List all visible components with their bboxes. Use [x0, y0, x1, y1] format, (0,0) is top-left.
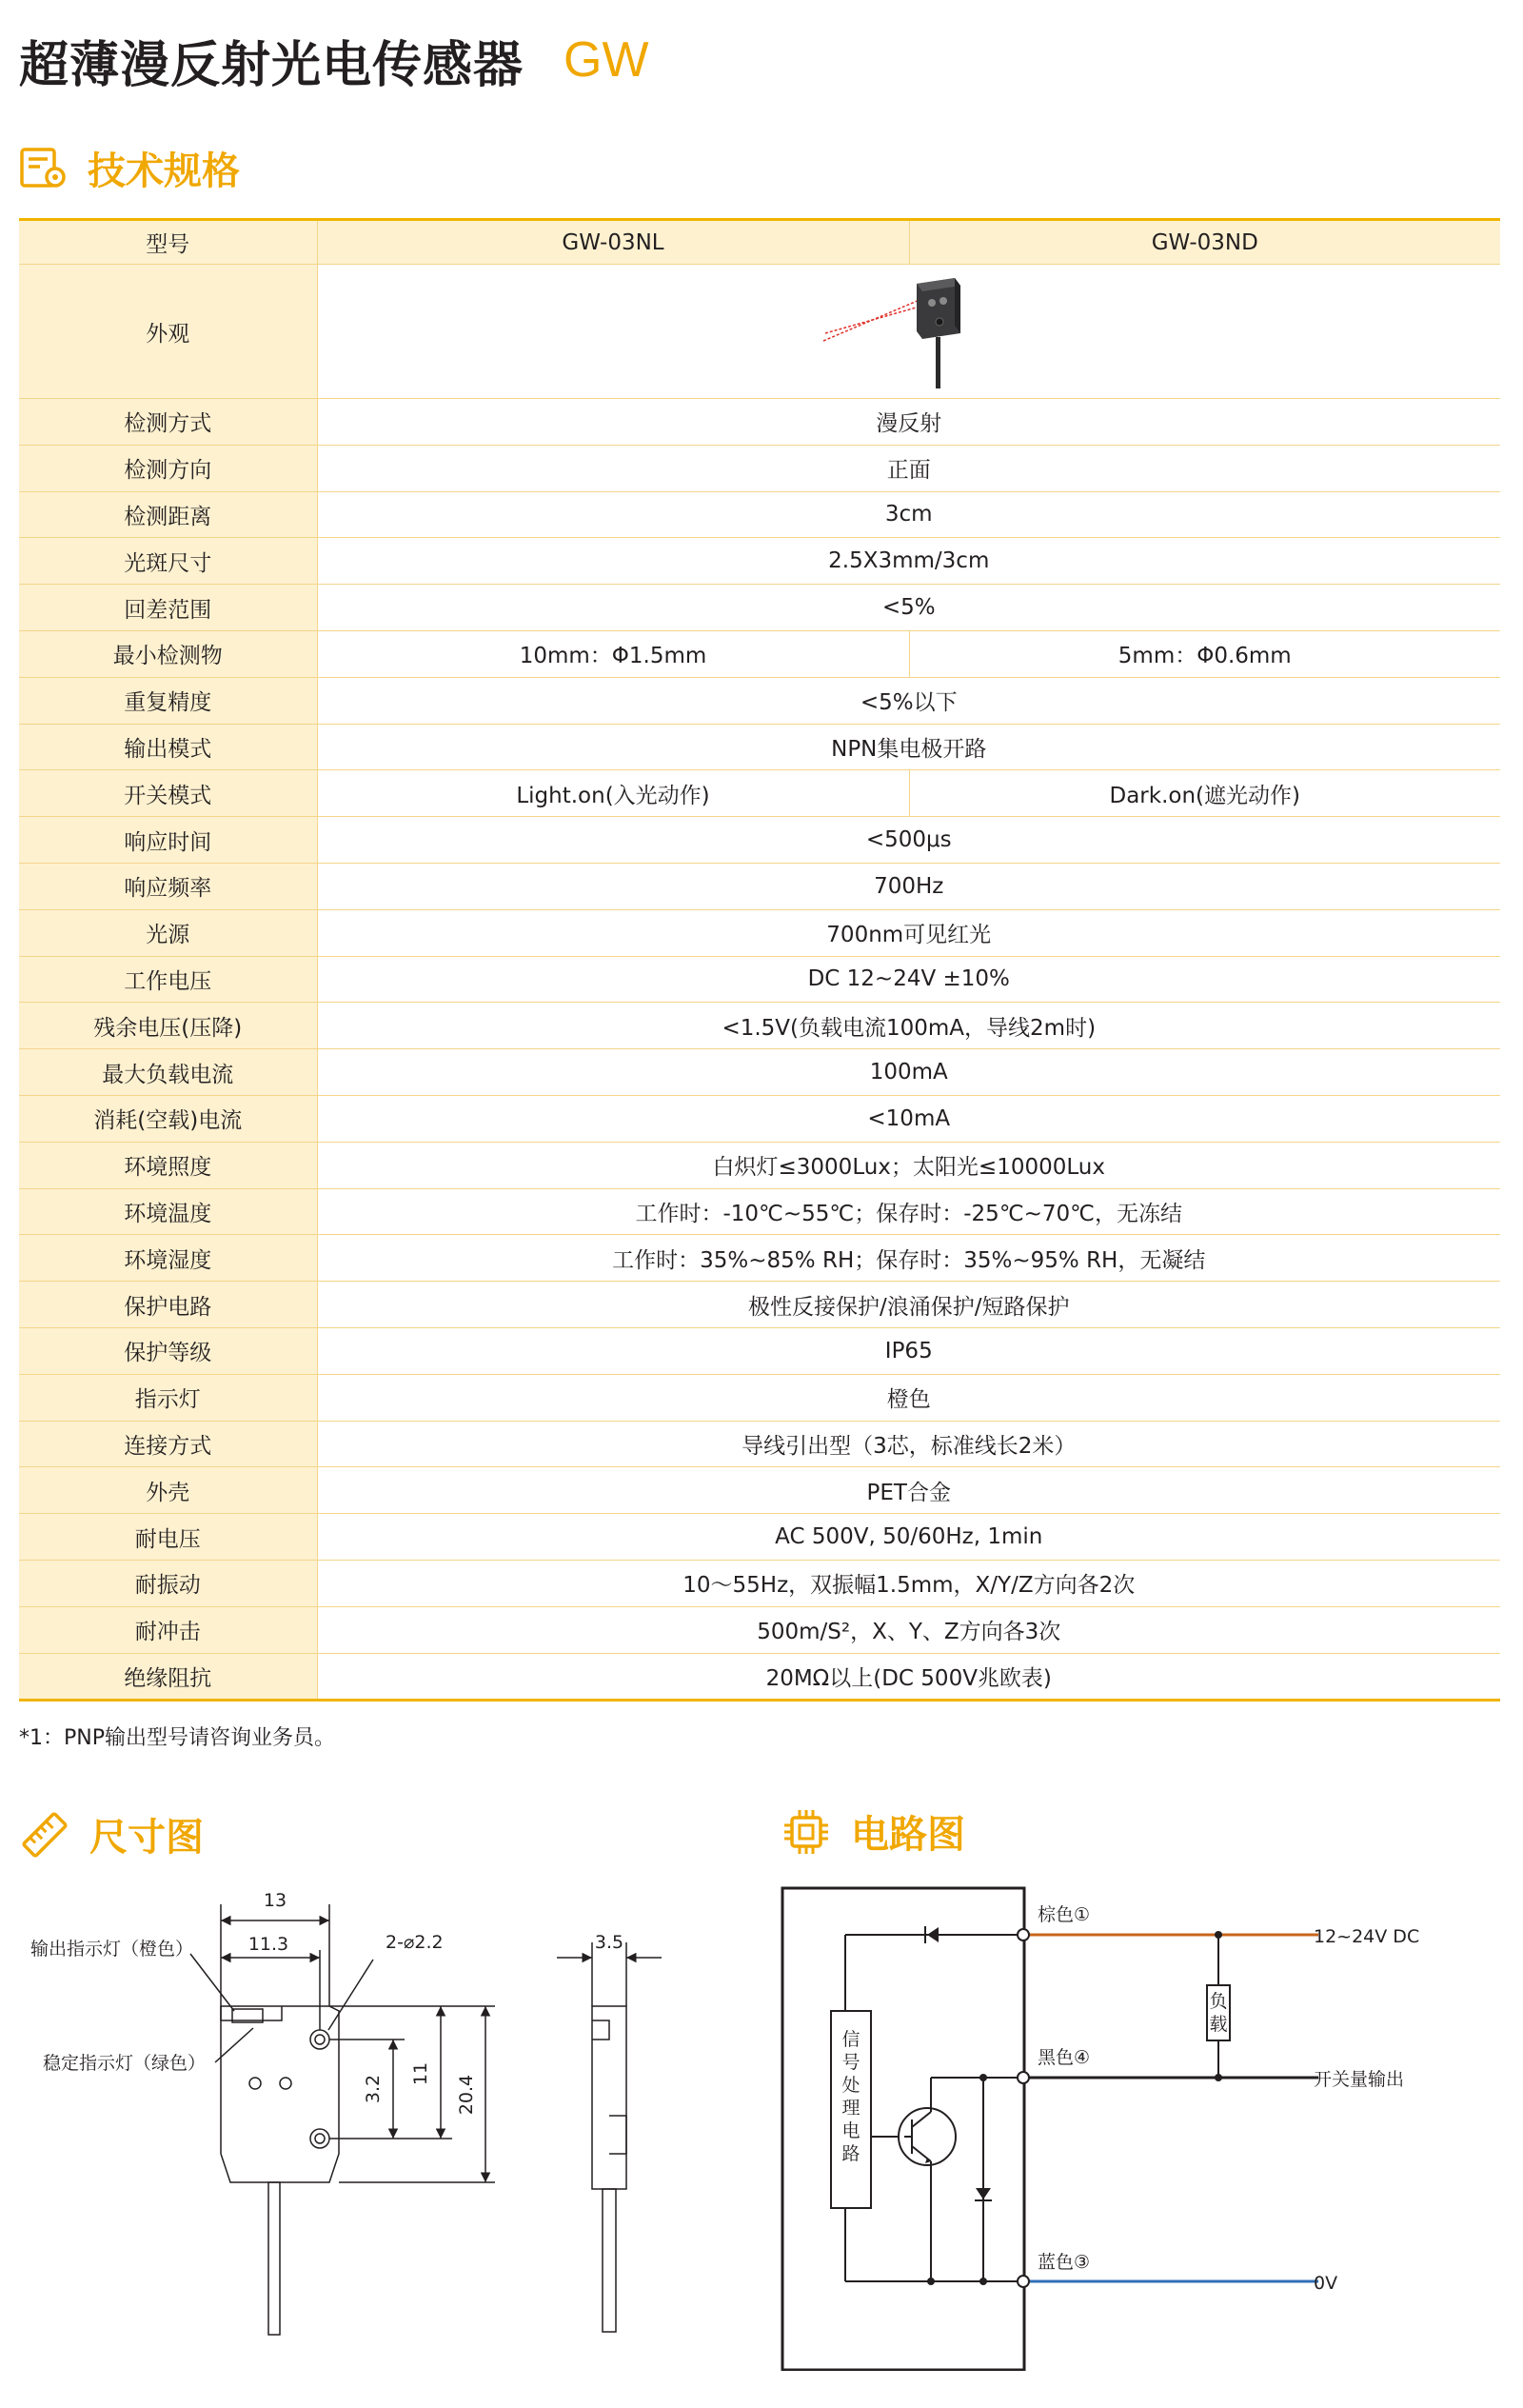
table-row	[19, 956, 1500, 1003]
section-circuit-title: 电路图	[851, 1813, 965, 1857]
row-value: <10mA	[317, 1095, 1500, 1142]
row-value: <5%	[317, 585, 1500, 631]
table-row	[19, 1282, 1500, 1328]
dim-width: 13	[263, 1890, 287, 1911]
mount-hole-bottom	[310, 2129, 329, 2148]
label-brown: 棕色①	[1038, 1904, 1091, 1925]
table-row	[19, 1560, 1500, 1606]
row-value: 500m/S²，X、Y、Z方向各3次	[317, 1606, 1500, 1653]
table-row	[19, 1142, 1500, 1188]
stable-led-dot-2	[280, 2078, 291, 2089]
row-value-col2: 5mm：Φ0.6mm	[909, 630, 1500, 677]
row-label: 工作电压	[19, 956, 317, 1003]
dim-h-total: 20.4	[456, 2074, 477, 2116]
row-label: 检测距离	[19, 491, 317, 538]
row-value: 漫反射	[317, 399, 1500, 446]
row-label: 开关模式	[19, 770, 317, 817]
row-label: 残余电压(压降)	[19, 1003, 317, 1049]
row-value: <5%以下	[317, 677, 1500, 724]
title-text: 超薄漫反射光电传感器	[19, 36, 524, 94]
table-row	[19, 1467, 1500, 1514]
row-value: PET合金	[317, 1467, 1500, 1514]
dim-h-mid: 11	[410, 2061, 431, 2086]
section-dimensions-title: 尺寸图	[89, 1816, 204, 1860]
header-label: 型号	[19, 220, 317, 265]
label-stable-led: 稳定指示灯（绿色）	[43, 2053, 207, 2074]
section-specs-header	[19, 141, 240, 195]
footnote: *1：PNP输出型号请咨询业务员。	[19, 1726, 335, 1750]
row-label: 耐电压	[19, 1514, 317, 1561]
dim-thickness: 3.5	[594, 1932, 624, 1953]
row-label: 耐振动	[19, 1560, 317, 1606]
label-supply: 12~24V DC	[1314, 1926, 1420, 1947]
row-value: AC 500V, 50/60Hz, 1min	[317, 1514, 1500, 1561]
row-value: 工作时：35%~85% RH；保存时：35%~95% RH，无凝结	[317, 1235, 1500, 1282]
row-value: 10～55Hz，双振幅1.5mm，X/Y/Z方向各2次	[317, 1560, 1500, 1606]
table-row	[19, 770, 1500, 817]
terminal-brown	[1018, 1929, 1029, 1940]
table-row	[19, 491, 1500, 538]
row-label: 重复精度	[19, 677, 317, 724]
appearance-cell	[317, 265, 1500, 399]
table-row	[19, 1653, 1500, 1701]
table-row	[19, 1514, 1500, 1561]
row-label: 耐冲击	[19, 1606, 317, 1653]
row-label: 消耗(空载)电流	[19, 1095, 317, 1142]
row-label: 保护电路	[19, 1282, 317, 1328]
row-value: 正面	[317, 445, 1500, 491]
row-label: 检测方向	[19, 445, 317, 491]
label-load: 负载	[1209, 1991, 1228, 2035]
appearance-label: 外观	[19, 265, 317, 399]
row-value: 极性反接保护/浪涌保护/短路保护	[317, 1282, 1500, 1328]
row-label: 外壳	[19, 1467, 317, 1514]
row-label: 输出模式	[19, 724, 317, 770]
row-label: 环境温度	[19, 1188, 317, 1235]
title-model: GW	[564, 32, 649, 88]
table-row	[19, 1095, 1500, 1142]
table-row	[19, 909, 1500, 956]
row-label: 连接方式	[19, 1421, 317, 1467]
row-label: 最大负载电流	[19, 1049, 317, 1096]
row-value: DC 12~24V ±10%	[317, 956, 1500, 1003]
clamp-diode	[975, 2188, 992, 2200]
table-row	[19, 585, 1500, 631]
table-header-row	[19, 220, 1500, 265]
mount-hole-top	[310, 2030, 329, 2049]
row-label: 光斑尺寸	[19, 538, 317, 585]
row-value-col1: 10mm：Φ1.5mm	[317, 630, 909, 677]
row-label: 检测方式	[19, 399, 317, 446]
table-row	[19, 630, 1500, 677]
header-col2: GW-03ND	[909, 220, 1500, 265]
supply-diode	[925, 1926, 939, 1943]
label-zero-volt: 0V	[1314, 2273, 1338, 2294]
ruler-icon	[19, 1809, 70, 1861]
sensor-cable-side	[603, 2189, 616, 2332]
row-label: 环境照度	[19, 1142, 317, 1188]
row-value: 700Hz	[317, 863, 1500, 909]
sensor-cable-front	[268, 2182, 280, 2335]
stable-led-dot-1	[249, 2078, 261, 2089]
table-row	[19, 863, 1500, 909]
table-row	[19, 1049, 1500, 1096]
row-label: 最小检测物	[19, 630, 317, 677]
dim-h-hole: 3.2	[363, 2074, 384, 2104]
row-label: 保护等级	[19, 1327, 317, 1374]
label-block: 信号处理电路	[841, 2029, 860, 2164]
label-output-led: 输出指示灯（橙色）	[30, 1939, 194, 1960]
row-value: 700nm可见红光	[317, 909, 1500, 956]
dim-led-offset: 11.3	[247, 1934, 289, 1955]
row-value: 100mA	[317, 1049, 1500, 1096]
table-row	[19, 724, 1500, 770]
section-circuit-header	[781, 1804, 965, 1859]
dimension-drawing	[0, 1876, 742, 2352]
page-title	[19, 27, 649, 93]
row-value: 2.5X3mm/3cm	[317, 538, 1500, 585]
label-black: 黑色④	[1038, 2047, 1091, 2068]
sensor-body-front	[221, 2006, 339, 2182]
section-specs-title: 技术规格	[88, 149, 240, 193]
circuit-diagram	[762, 1876, 1504, 2371]
table-row	[19, 399, 1500, 446]
label-blue: 蓝色③	[1038, 2252, 1091, 2273]
row-value-col1: Light.on(入光动作)	[317, 770, 909, 817]
terminal-blue	[1018, 2276, 1029, 2287]
row-value: 导线引出型（3芯，标准线长2米）	[317, 1421, 1500, 1467]
label-output: 开关量输出	[1314, 2069, 1405, 2090]
terminal-black	[1018, 2072, 1029, 2083]
row-label: 环境湿度	[19, 1235, 317, 1282]
table-row	[19, 817, 1500, 864]
spec-table	[19, 218, 1500, 1702]
table-row	[19, 1235, 1500, 1282]
spec-sheet-icon	[19, 147, 69, 190]
table-row	[19, 445, 1500, 491]
row-value: 工作时：-10℃~55℃；保存时：-25℃~70℃，无冻结	[317, 1188, 1500, 1235]
row-value: <1.5V(负载电流100mA，导线2m时)	[317, 1003, 1500, 1049]
header-col1: GW-03NL	[317, 220, 909, 265]
row-value: 3cm	[317, 491, 1500, 538]
row-value: NPN集电极开路	[317, 724, 1500, 770]
table-row	[19, 1374, 1500, 1421]
table-row	[19, 1188, 1500, 1235]
row-label: 指示灯	[19, 1374, 317, 1421]
row-value: 20MΩ以上(DC 500V兆欧表)	[317, 1653, 1500, 1701]
row-value: 白炽灯≤3000Lux；太阳光≤10000Lux	[317, 1142, 1500, 1188]
table-row	[19, 1327, 1500, 1374]
table-row	[19, 538, 1500, 585]
row-label: 光源	[19, 909, 317, 956]
row-value: IP65	[317, 1327, 1500, 1374]
table-row	[19, 1003, 1500, 1049]
table-row	[19, 1421, 1500, 1467]
row-label: 响应频率	[19, 863, 317, 909]
row-value: <500μs	[317, 817, 1500, 864]
row-label: 响应时间	[19, 817, 317, 864]
appearance-row	[19, 265, 1500, 399]
row-value: 橙色	[317, 1374, 1500, 1421]
table-row	[19, 677, 1500, 724]
row-label: 绝缘阻抗	[19, 1653, 317, 1701]
table-row	[19, 1606, 1500, 1653]
dim-hole: 2-⌀2.2	[386, 1932, 444, 1953]
sensor-product-image	[814, 267, 1004, 390]
section-dimensions-header	[19, 1807, 204, 1861]
row-value-col2: Dark.on(遮光动作)	[909, 770, 1500, 817]
row-label: 回差范围	[19, 585, 317, 631]
chip-icon	[781, 1806, 832, 1858]
